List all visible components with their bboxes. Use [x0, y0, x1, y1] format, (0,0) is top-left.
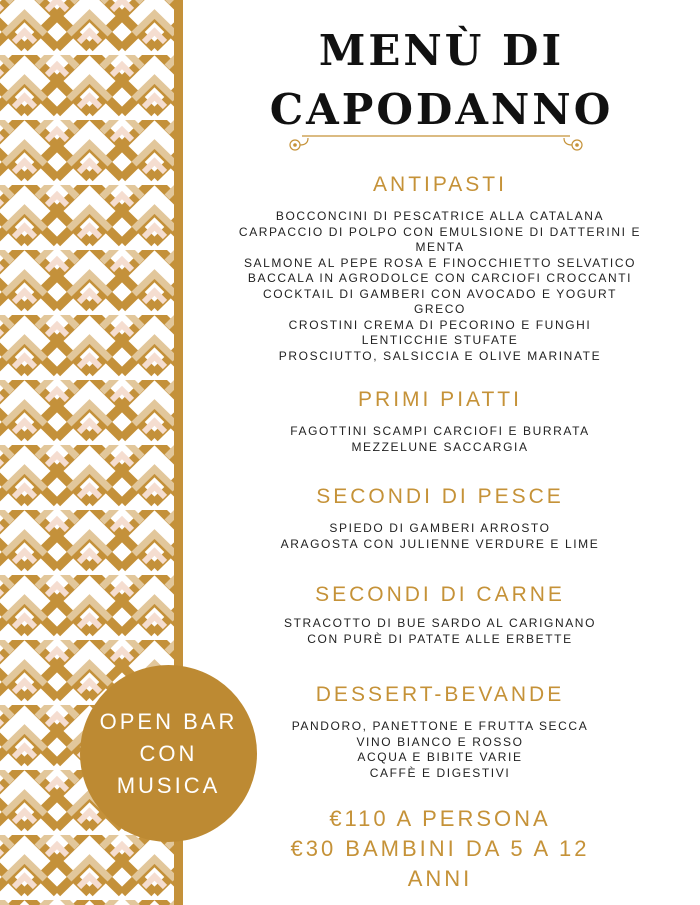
section-heading: DESSERT-BEVANDE	[315, 683, 565, 706]
menu-item: COCKTAIL DI GAMBERI CON AVOCADO E YOGURT	[262, 286, 618, 301]
section-antipasti	[205, 172, 675, 364]
menu-item: CAFFÈ E DIGESTIVI	[369, 765, 511, 780]
section-heading: SECONDI DI CARNE	[315, 583, 565, 606]
menu-item: FAGOTTINI SCAMPI CARCIOFI E BURRATA	[290, 424, 590, 438]
badge-line: MUSICA	[116, 772, 221, 798]
section-heading: ANTIPASTI	[373, 173, 507, 196]
menu-title-line2: CAPODANNO	[269, 85, 614, 134]
item-list	[205, 521, 675, 552]
section-heading: PRIMI PIATTI	[358, 388, 522, 411]
price-children-cont: ANNI	[407, 866, 473, 891]
open-bar-badge	[80, 665, 257, 842]
item-list	[205, 616, 675, 647]
menu-item: VINO BIANCO E ROSSO	[356, 734, 524, 749]
section-heading: SECONDI DI PESCE	[316, 485, 564, 508]
menu-title-line1: MENÙ DI	[318, 26, 565, 75]
menu-item: PROSCIUTTO, SALSICCIA E OLIVE MARINATE	[278, 348, 602, 363]
section-secondi-pesce	[205, 484, 675, 552]
menu-item: MEZZELUNE SACCARGIA	[351, 439, 529, 454]
item-list	[205, 424, 675, 455]
menu-item: BACCALA IN AGRODOLCE CON CARCIOFI CROCCANTI	[247, 271, 633, 285]
section-secondi-carne	[205, 582, 675, 647]
menu-item: GRECO	[413, 302, 466, 316]
menu-item: MENTA	[415, 240, 465, 254]
section-primi-piatti	[205, 387, 675, 455]
item-list	[205, 209, 675, 364]
badge-line: CON	[139, 740, 198, 766]
menu-item: CON PURÈ DI PATATE ALLE ERBETTE	[307, 631, 573, 646]
menu-item: CROSTINI CREMA DI PECORINO E FUNGHI	[288, 317, 592, 332]
title-underline-ornament	[284, 130, 588, 158]
menu-item: STRACOTTO DI BUE SARDO AL CARIGNANO	[283, 616, 597, 630]
menu-item: PANDORO, PANETTONE E FRUTTA SECCA	[291, 719, 589, 733]
price-children: €30 BAMBINI DA 5 A 12	[290, 836, 590, 861]
badge-line: OPEN BAR	[99, 708, 238, 734]
section-dessert-bevande	[205, 682, 675, 781]
price-block	[205, 804, 675, 894]
menu-item: SPIEDO DI GAMBERI ARROSTO	[329, 521, 551, 535]
menu-item: CARPACCIO DI POLPO CON EMULSIONE DI DATTERINI E	[238, 224, 642, 239]
item-list	[205, 719, 675, 781]
menu-item: ARAGOSTA CON JULIENNE VERDURE E LIME	[280, 536, 600, 551]
menu-item: SALMONE AL PEPE ROSA E FINOCCHIETTO SELVATICO	[243, 255, 637, 270]
price-adult: €110 A PERSONA	[329, 806, 551, 831]
menu-item: LENTICCHIE STUFATE	[361, 333, 519, 347]
menu-item: BOCCONCINI DI PESCATRICE ALLA CATALANA	[275, 209, 605, 223]
menu-item: ACQUA E BIBITE VARIE	[357, 750, 523, 764]
